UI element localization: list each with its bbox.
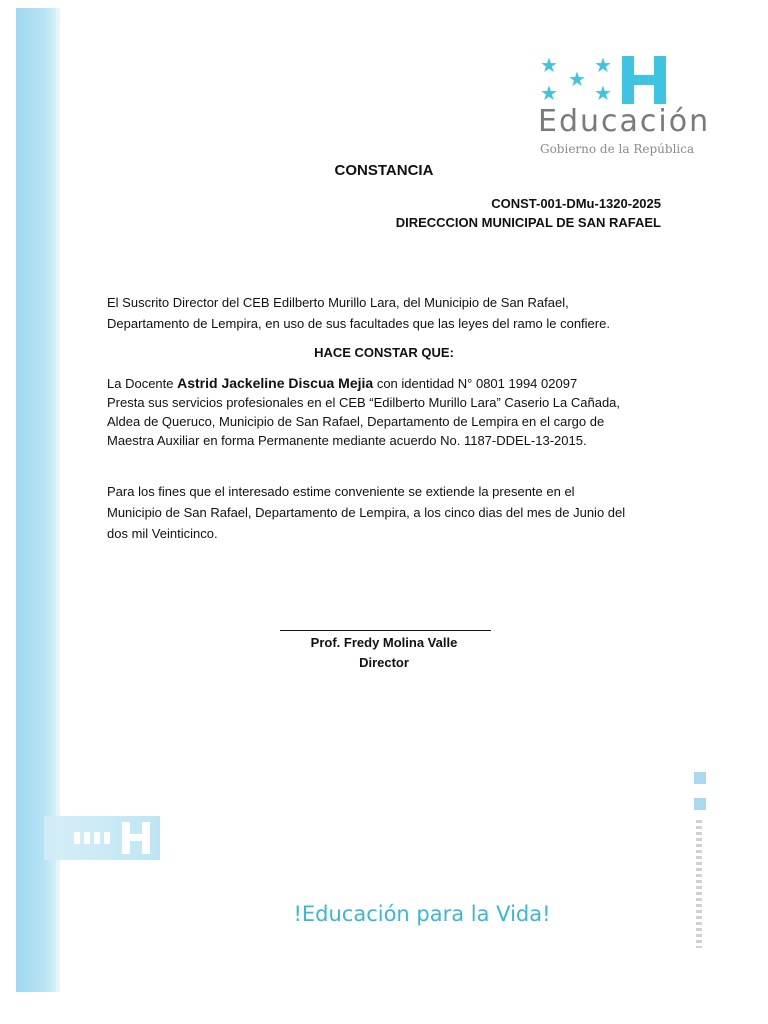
star-icon: ★ — [540, 55, 558, 77]
logo-stars — [538, 52, 618, 106]
watermark-vertical-text — [696, 820, 702, 948]
footer-watermark-logo — [44, 816, 160, 860]
docente-prefix: La Docente — [107, 376, 178, 391]
vertical-watermark — [686, 748, 708, 952]
signer-title: Director — [359, 655, 409, 670]
certification-line: Maestra Auxiliar en forma Permanente mediante acuerdo No. 1187-DDEL-13-2015. — [107, 433, 587, 448]
certification-paragraph — [107, 374, 667, 450]
footer-stars-icon — [74, 832, 114, 844]
certification-line: Aldea de Queruco, Municipio de San Rafael, Departamento de Lempira en el cargo de — [107, 414, 605, 429]
star-icon: ★ — [540, 83, 558, 105]
watermark-square-icon — [694, 798, 706, 810]
identity-text: con identidad N° 0801 1994 02097 — [373, 376, 578, 391]
intro-paragraph — [107, 292, 667, 334]
document-title — [0, 162, 768, 179]
reference-block — [396, 194, 661, 232]
signature-line — [280, 630, 491, 631]
reference-code: CONST-001-DMu-1320-2025 — [491, 196, 661, 211]
closing-paragraph — [107, 481, 667, 544]
certification-line — [107, 374, 667, 393]
logo-wordmark: Educación — [538, 104, 711, 139]
footer-motto: !Educación para la Vida! — [293, 902, 551, 926]
education-logo — [538, 52, 728, 162]
hace-constar-heading: HACE CONSTAR QUE: — [314, 345, 454, 360]
signer-name: Prof. Fredy Molina Valle — [310, 635, 458, 650]
star-icon: ★ — [568, 69, 586, 91]
intro-line: El Suscrito Director del CEB Edilberto Murillo Lara, del Municipio de San Rafael, — [107, 295, 569, 310]
logo-subtitle: Gobierno de la República — [540, 142, 695, 156]
logo-h-mark — [622, 56, 666, 104]
certification-line: Presta sus servicios profesionales en el CEB “Edilberto Murillo Lara” Caserio La Cañada, — [107, 395, 621, 410]
star-icon: ★ — [594, 83, 612, 105]
closing-line: Para los fines que el interesado estime conveniente se extiende la presente en el — [107, 484, 575, 499]
document-title-text: CONSTANCIA — [334, 162, 434, 179]
closing-line: Municipio de San Rafael, Departamento de Lempira, a los cinco dias del mes de Junio del — [107, 505, 626, 520]
docente-name: Astrid Jackeline Discua Mejia — [177, 375, 374, 391]
star-icon: ★ — [594, 55, 612, 77]
intro-line: Departamento de Lempira, en uso de sus facultades que las leyes del ramo le confiere. — [107, 316, 610, 331]
closing-line: dos mil Veinticinco. — [107, 526, 218, 541]
reference-office: DIRECCCION MUNICIPAL DE SAN RAFAEL — [395, 215, 661, 230]
watermark-square-icon — [694, 772, 706, 784]
footer-h-icon — [122, 822, 150, 854]
signature-block — [0, 633, 768, 673]
